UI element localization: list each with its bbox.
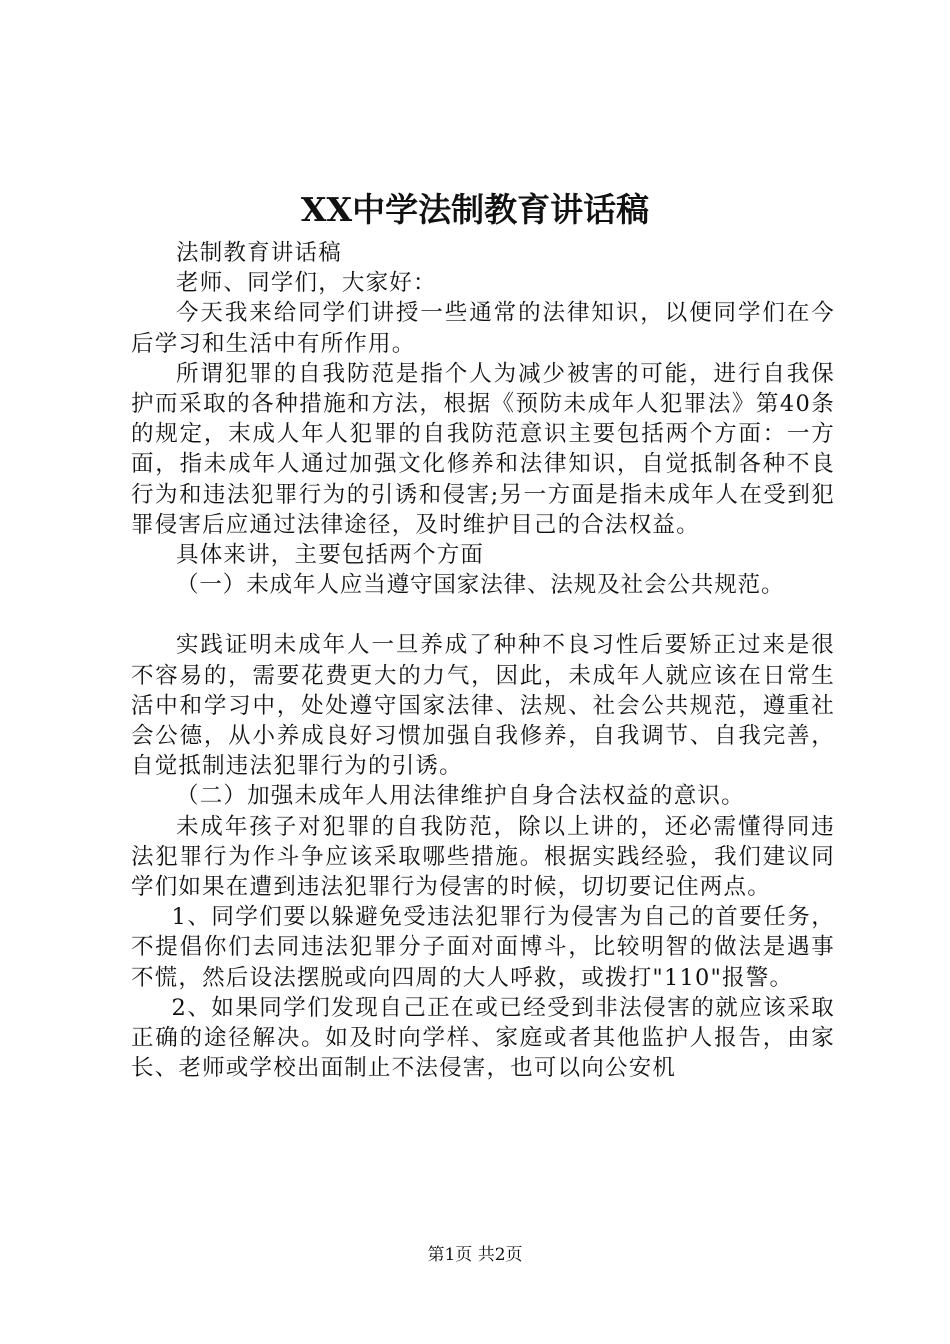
paragraph: 今天我来给同学们讲授一些通常的法律知识，以便同学们在今后学习和生活中有所作用。 [131, 300, 835, 357]
paragraph: 未成年孩子对犯罪的自我防范，除以上讲的，还必需懂得同违法犯罪行为作斗争应该采取哪些措施。根据实践经验，我们建议同学们如果在遭到违法犯罪行为侵害的时候，切切要记住两点。 [131, 813, 835, 901]
list-item: 2、如果同学们发现自己正在或已经受到非法侵害的就应该采取正确的途径解决。如及时向学样、家庭或者其他监护人报告，由家长、老师或学校出面制止不法侵害，也可以向公安机 [131, 994, 835, 1082]
document-body [131, 238, 835, 1083]
paragraph: 具体来讲，主要包括两个方面 [176, 542, 485, 569]
paragraph: 实践证明未成年人一旦养成了种种不良习性后要矫正过来是很不容易的，需要花费更大的力气，因此，未成年人就应该在日常生活中和学习中，处处遵守国家法律、法规、社会公共规范，遵重社会公德，从小养成良好习惯加强自我修养，自我调节、自我完善，自觉抵制违法犯罪行为的引诱。 [131, 632, 835, 780]
section-heading: （二）加强未成年人用法律维护自身合法权益的意识。 [176, 783, 745, 810]
page-number: 第1页 共2页 [427, 1245, 523, 1265]
blank-line [131, 600, 835, 630]
paragraph-greeting: 老师、同学们，大家好： [176, 270, 437, 297]
paragraph: 所谓犯罪的自我防范是指个人为减少被害的可能，进行自我保护而采取的各种措施和方法，根据《预防未成年人犯罪法》第40条的规定，末成人年人犯罪的自我防范意识主要包括两个方面：一方面，指未成年人通过加强文化修养和法律知识，自觉抵制各种不良行为和违法犯罪行为的引诱和侵害;另一方面是指未成年人在受到犯罪侵害后应通过法律途径，及时维护目己的合法权益。 [131, 360, 835, 538]
section-heading: （一）未成年人应当遵守国家法律、法规及社会公共规范。 [176, 572, 785, 599]
paragraph-heading: 法制教育讲话稿 [176, 240, 342, 266]
list-item: 1、同学们要以躲避免受违法犯罪行为侵害为自己的首要任务，不提倡你们去同违法犯罪分子面对面博斗，比较明智的做法是遇事不慌，然后设法摆脱或向四周的大人呼救，或拨打"110"报警。 [131, 904, 835, 991]
document-title: XX中学法制教育讲话稿 [300, 190, 650, 229]
